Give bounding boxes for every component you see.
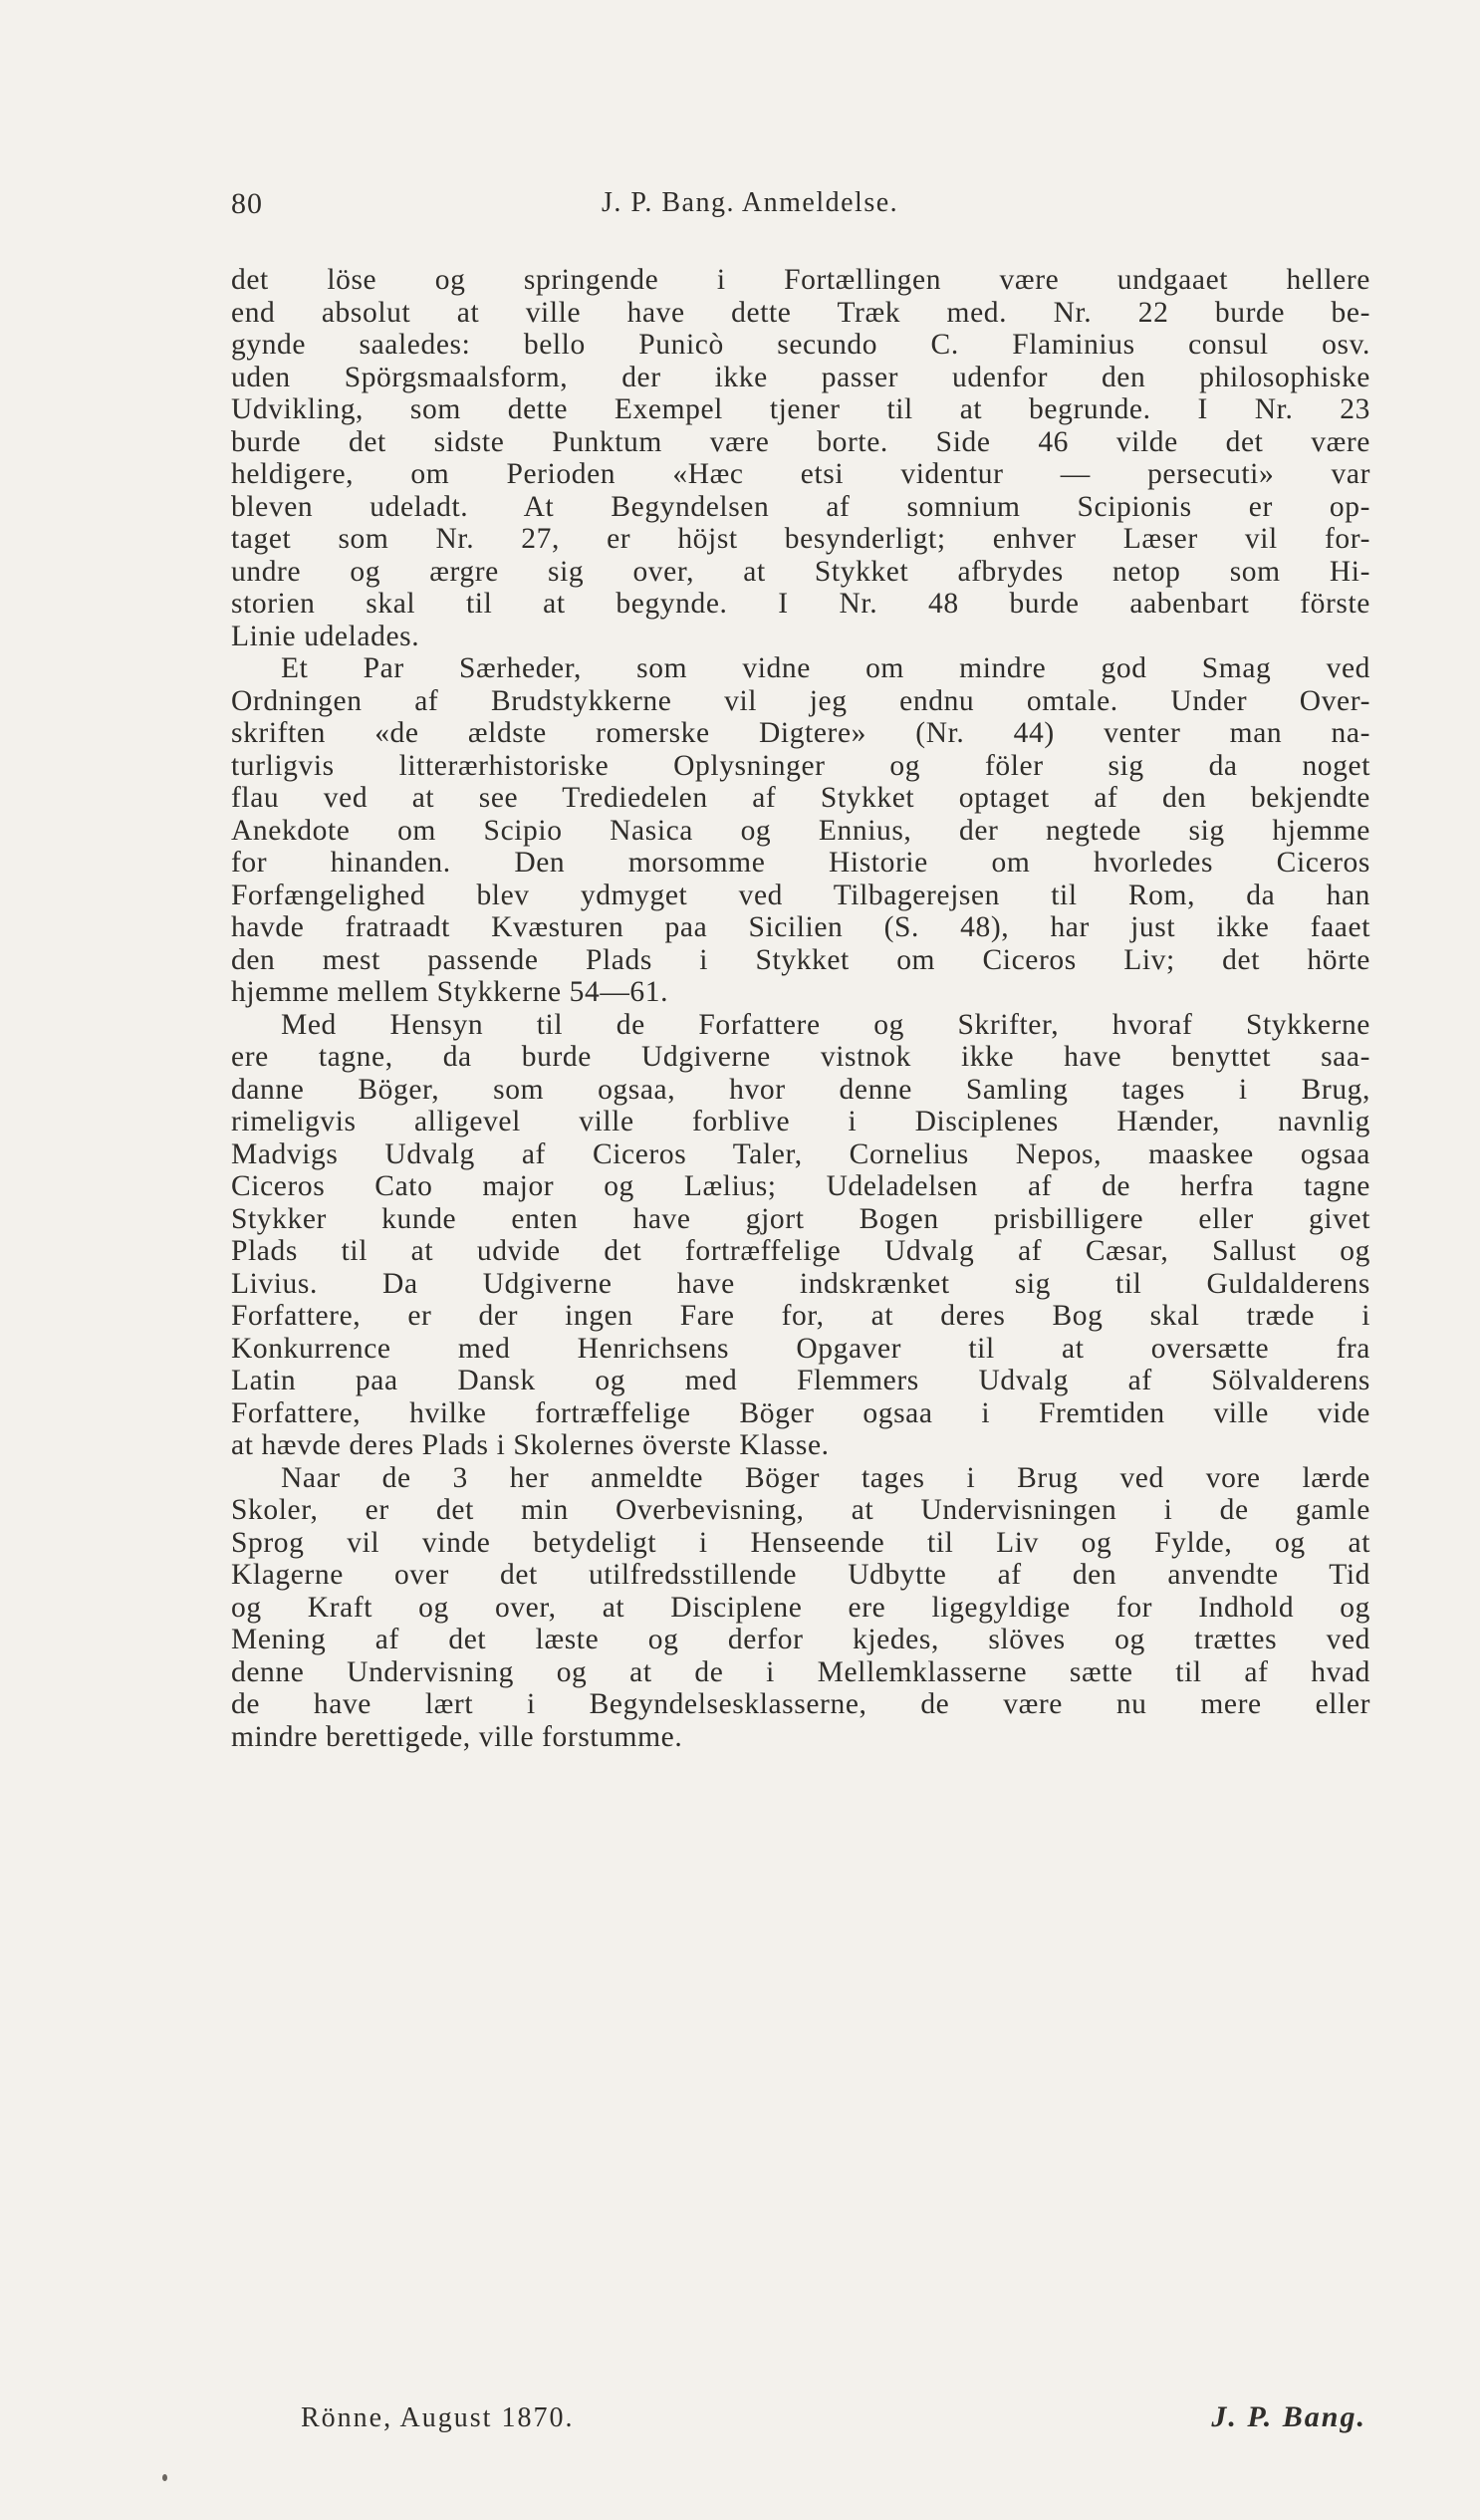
- text-line: Ordningen af Brudstykkerne vil jeg endnu omtale. Under Over-: [231, 684, 1370, 717]
- text-line: Anekdote om Scipio Nasica og Ennius, der negtede sig hjemme: [231, 814, 1370, 847]
- text-line: danne Böger, som ogsaa, hvor denne Samling tages i Brug,: [231, 1073, 1370, 1106]
- text-line: Mening af det læste og derfor kjedes, slöves og trættes ved: [231, 1624, 1370, 1655]
- paragraph-start-line: Med Hensyn til de Forfattere og Skrifter, hvoraf Stykkerne: [281, 1008, 1370, 1041]
- print-speck: [162, 2474, 167, 2481]
- text-line: Madvigs Udvalg af Ciceros Taler, Cornelius Nepos, maaskee ogsaa: [231, 1137, 1370, 1170]
- text-line: flau ved at see Trediedelen af Stykket optaget af den bekjendte: [231, 782, 1370, 814]
- text-line: Forfængelighed blev ydmyget ved Tilbagerejsen til Rom, da han: [231, 879, 1370, 911]
- text-line: heldigere, om Perioden «Hæc etsi videntur — persecuti» var: [231, 458, 1370, 490]
- text-line: burde det sidste Punktum være borte. Side 46 vilde det være: [231, 425, 1370, 458]
- text-line: mindre berettigede, ville forstumme.: [231, 1720, 683, 1753]
- page-footer: [301, 2402, 1366, 2442]
- text-line: havde fratraadt Kvæsturen paa Sicilien (S. 48), har just ikke faaet: [231, 911, 1370, 943]
- text-line: Forfattere, hvilke fortræffelige Böger ogsaa i Fremtiden ville vide: [231, 1396, 1370, 1429]
- page-number: 80: [231, 187, 263, 220]
- paragraph-start-line: Naar de 3 her anmeldte Böger tages i Brug ved vore lærde: [281, 1461, 1370, 1494]
- text-line: den mest passende Plads i Stykket om Ciceros Liv; det hörte: [231, 943, 1370, 976]
- text-line: rimeligvis alligevel ville forblive i Disciplenes Hænder, navnlig: [231, 1106, 1370, 1137]
- text-line: Skoler, er det min Overbevisning, at Undervisningen i de gamle: [231, 1494, 1370, 1526]
- page-header: [231, 187, 1277, 227]
- text-line: at hævde deres Plads i Skolernes överste Klasse.: [231, 1429, 830, 1461]
- text-line: Forfattere, er der ingen Fare for, at deres Bog skal træde i: [231, 1300, 1370, 1332]
- text-line: Udvikling, som dette Exempel tjener til at begrunde. I Nr. 23: [231, 393, 1370, 425]
- text-line: denne Undervisning og at de i Mellemklasserne sætte til af hvad: [231, 1655, 1370, 1688]
- text-line: skriften «de ældste romerske Digtere» (Nr. 44) venter man na-: [231, 717, 1370, 749]
- text-line: og Kraft og over, at Disciplene ere ligegyldige for Indhold og: [231, 1591, 1370, 1624]
- body-text: [231, 264, 1370, 1753]
- text-line: ere tagne, da burde Udgiverne vistnok ikke have benyttet saa-: [231, 1041, 1370, 1073]
- text-line: taget som Nr. 27, er höjst besynderligt; enhver Læser vil for-: [231, 523, 1370, 555]
- text-line: det löse og springende i Fortællingen være undgaaet hellere: [231, 264, 1370, 296]
- text-line: Stykker kunde enten have gjort Bogen prisbilligere eller givet: [231, 1202, 1370, 1235]
- text-line: Konkurrence med Henrichsens Opgaver til at oversætte fra: [231, 1332, 1370, 1365]
- text-line: Ciceros Cato major og Lælius; Udeladelsen af de herfra tagne: [231, 1170, 1370, 1202]
- text-line: Klagerne over det utilfredsstillende Udbytte af den anvendte Tid: [231, 1559, 1370, 1591]
- text-line: Linie udelades.: [231, 620, 420, 652]
- text-line: end absolut at ville have dette Træk med. Nr. 22 burde be-: [231, 296, 1370, 329]
- text-line: gynde saaledes: bello Punicò secundo C. Flaminius consul osv.: [231, 329, 1370, 361]
- text-line: turligvis litterærhistoriske Oplysninger og föler sig da noget: [231, 749, 1370, 782]
- text-line: Sprog vil vinde betydeligt i Henseende til Liv og Fylde, og at: [231, 1526, 1370, 1559]
- paragraph-start-line: Et Par Særheder, som vidne om mindre god Smag ved: [281, 652, 1370, 684]
- text-line: hjemme mellem Stykkerne 54—61.: [231, 976, 669, 1008]
- running-title: J. P. Bang. Anmeldelse.: [602, 187, 899, 218]
- place-date: Rönne, August 1870.: [301, 2402, 575, 2433]
- text-line: undre og ærgre sig over, at Stykket afbrydes netop som Hi-: [231, 555, 1370, 588]
- text-line: storien skal til at begynde. I Nr. 48 burde aabenbart förste: [231, 588, 1370, 620]
- text-line: bleven udeladt. At Begyndelsen af somnium Scipionis er op-: [231, 490, 1370, 523]
- text-line: uden Spörgsmaalsform, der ikke passer udenfor den philosophiske: [231, 361, 1370, 393]
- author-signature: J. P. Bang.: [1211, 2400, 1366, 2433]
- text-line: for hinanden. Den morsomme Historie om hvorledes Ciceros: [231, 847, 1370, 879]
- text-line: Latin paa Dansk og med Flemmers Udvalg af Sölvalderens: [231, 1365, 1370, 1396]
- text-line: Plads til at udvide det fortræffelige Udvalg af Cæsar, Sallust og: [231, 1235, 1370, 1267]
- text-line: Livius. Da Udgiverne have indskrænket sig til Guldalderens: [231, 1267, 1370, 1300]
- text-line: de have lært i Begyndelsesklasserne, de være nu mere eller: [231, 1688, 1370, 1720]
